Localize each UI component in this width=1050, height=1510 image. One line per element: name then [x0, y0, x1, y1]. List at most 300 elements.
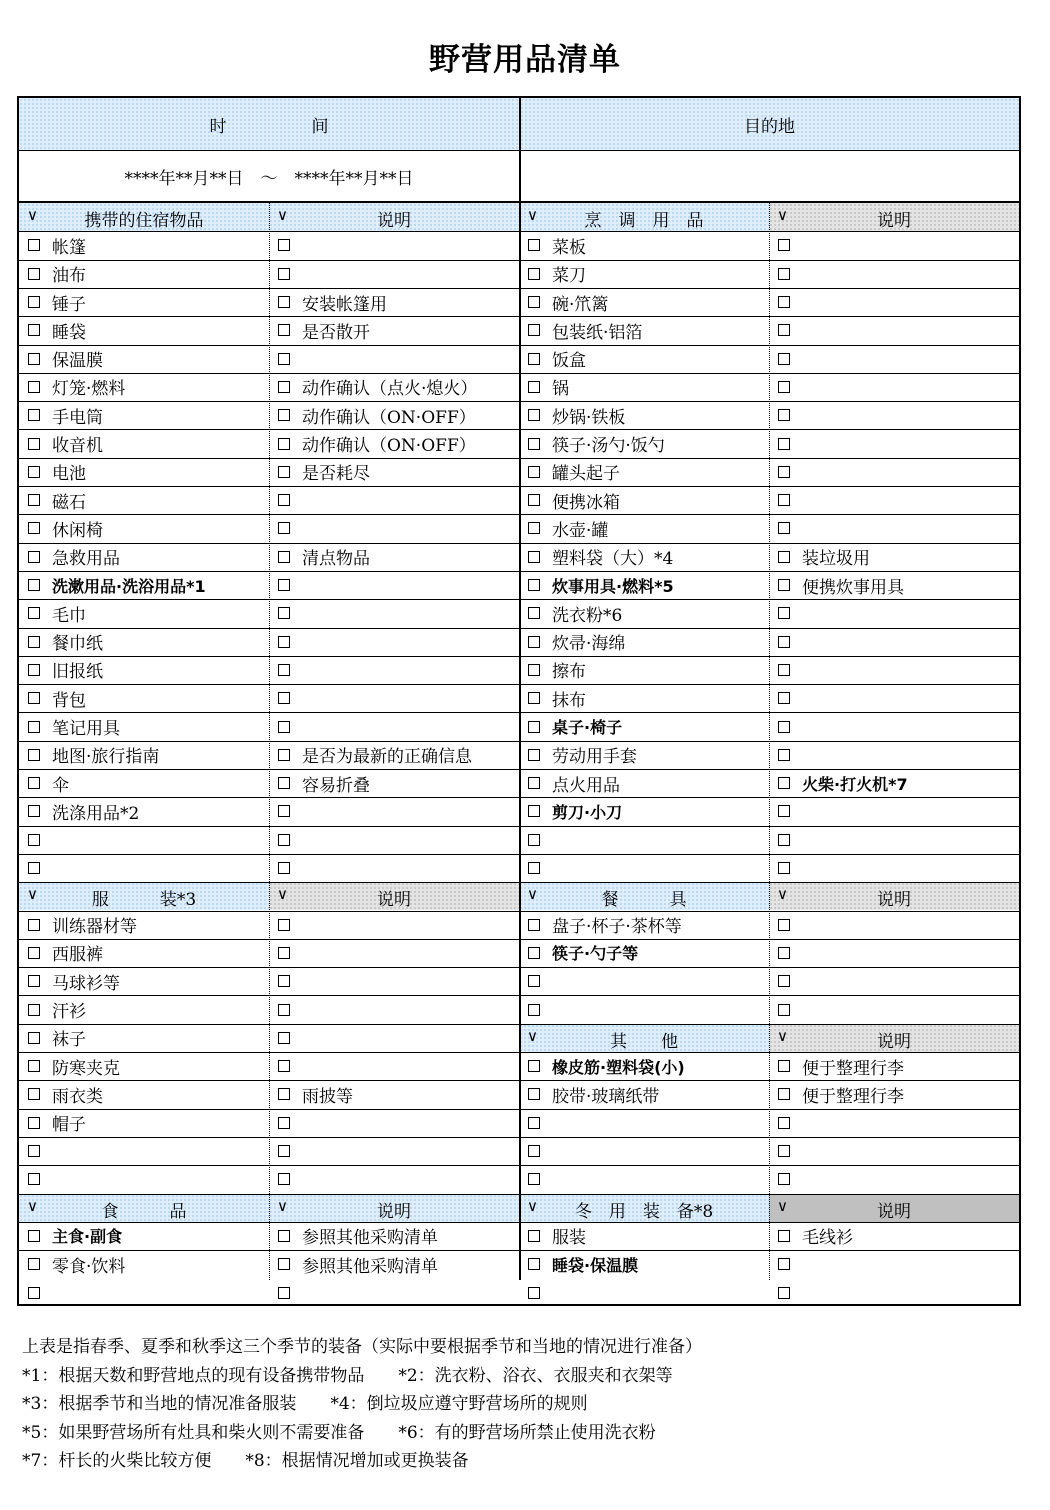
- checkbox[interactable]: [778, 947, 790, 959]
- item-note[interactable]: [269, 911, 519, 939]
- checklist-item[interactable]: [19, 684, 269, 712]
- checkbox[interactable]: [528, 296, 540, 308]
- checkbox[interactable]: [528, 1287, 540, 1299]
- checklist-item[interactable]: [19, 571, 269, 599]
- checkbox[interactable]: [278, 381, 290, 393]
- item-note[interactable]: [269, 967, 519, 995]
- checkbox[interactable]: [528, 1004, 540, 1016]
- checklist-item[interactable]: [19, 911, 269, 939]
- checklist-item[interactable]: [519, 1165, 769, 1193]
- checkbox[interactable]: [778, 579, 790, 591]
- checklist-item[interactable]: [519, 486, 769, 514]
- checkbox[interactable]: [28, 268, 40, 280]
- checkbox[interactable]: [28, 721, 40, 733]
- checkbox[interactable]: [28, 409, 40, 421]
- item-note[interactable]: [269, 231, 519, 259]
- checkbox[interactable]: [278, 1230, 290, 1242]
- checklist-item[interactable]: [19, 628, 269, 656]
- checklist-item[interactable]: [19, 373, 269, 401]
- checklist-item[interactable]: [19, 316, 269, 344]
- checklist-item[interactable]: [19, 712, 269, 740]
- checkbox[interactable]: [528, 607, 540, 619]
- checkbox[interactable]: [778, 1004, 790, 1016]
- checkbox[interactable]: [28, 664, 40, 676]
- item-note[interactable]: [269, 316, 519, 344]
- checkbox[interactable]: [278, 1004, 290, 1016]
- checkbox[interactable]: [778, 1230, 790, 1242]
- checkbox[interactable]: [28, 1004, 40, 1016]
- item-note[interactable]: [269, 543, 519, 571]
- checkbox[interactable]: [278, 749, 290, 761]
- item-note[interactable]: [769, 288, 1019, 316]
- checkbox[interactable]: [28, 1060, 40, 1072]
- item-note[interactable]: [769, 514, 1019, 542]
- checklist-item[interactable]: [19, 995, 269, 1023]
- note-text: 是否散开: [302, 322, 370, 343]
- item-note[interactable]: [269, 401, 519, 429]
- checklist-item[interactable]: [519, 514, 769, 542]
- item-note[interactable]: [269, 939, 519, 967]
- checkbox[interactable]: [778, 805, 790, 817]
- checklist-item[interactable]: [19, 543, 269, 571]
- item-note[interactable]: [269, 769, 519, 797]
- checkbox[interactable]: [778, 721, 790, 733]
- checkbox[interactable]: [278, 409, 290, 421]
- checkbox[interactable]: [28, 1258, 40, 1270]
- checkbox[interactable]: [28, 805, 40, 817]
- checkbox[interactable]: [528, 975, 540, 987]
- checklist-item[interactable]: [19, 939, 269, 967]
- item-note[interactable]: [269, 1052, 519, 1080]
- checkbox[interactable]: [528, 805, 540, 817]
- checklist-item[interactable]: [19, 797, 269, 825]
- item-note[interactable]: [269, 712, 519, 740]
- checkbox[interactable]: [528, 1088, 540, 1100]
- item-note[interactable]: [269, 288, 519, 316]
- checkbox[interactable]: [278, 268, 290, 280]
- item-note[interactable]: [769, 967, 1019, 995]
- checkbox[interactable]: [778, 1060, 790, 1072]
- item-note[interactable]: [769, 1222, 1019, 1250]
- checkbox[interactable]: [278, 777, 290, 789]
- checklist-item[interactable]: [519, 712, 769, 740]
- item-note[interactable]: [269, 1080, 519, 1108]
- checkbox[interactable]: [778, 834, 790, 846]
- item-note[interactable]: [769, 628, 1019, 656]
- item-note[interactable]: [769, 712, 1019, 740]
- checkbox[interactable]: [528, 239, 540, 251]
- checkbox[interactable]: [278, 466, 290, 478]
- checklist-item[interactable]: [519, 316, 769, 344]
- checkbox[interactable]: [778, 296, 790, 308]
- checklist-item[interactable]: [19, 486, 269, 514]
- checkbox[interactable]: [778, 975, 790, 987]
- checklist-item[interactable]: [519, 1278, 769, 1306]
- checklist-item[interactable]: [19, 967, 269, 995]
- item-note[interactable]: [769, 656, 1019, 684]
- checklist-item[interactable]: [519, 1137, 769, 1165]
- checklist-item[interactable]: [519, 769, 769, 797]
- checklist-item[interactable]: [19, 599, 269, 627]
- checkbox[interactable]: [28, 551, 40, 563]
- checklist-item[interactable]: [19, 1278, 269, 1306]
- note-text: 便于整理行李: [802, 1086, 904, 1107]
- checkbox[interactable]: [28, 919, 40, 931]
- item-label: 饭盒: [552, 351, 586, 372]
- checklist-item[interactable]: [519, 826, 769, 854]
- checkbox[interactable]: [278, 1258, 290, 1270]
- checkbox[interactable]: [528, 494, 540, 506]
- item-note[interactable]: [769, 1250, 1019, 1278]
- checkbox[interactable]: [528, 1230, 540, 1242]
- note-column-title: 说明: [377, 211, 411, 231]
- item-note[interactable]: [769, 741, 1019, 769]
- note-text: 装垃圾用: [802, 549, 870, 570]
- item-note[interactable]: [269, 995, 519, 1023]
- checkbox[interactable]: [28, 1145, 40, 1157]
- checkbox[interactable]: [28, 1032, 40, 1044]
- checklist-item[interactable]: [519, 1250, 769, 1278]
- checkbox[interactable]: [528, 636, 540, 648]
- checkbox[interactable]: [528, 1060, 540, 1072]
- checklist-item[interactable]: [19, 1080, 269, 1108]
- item-note[interactable]: [269, 1222, 519, 1250]
- item-note[interactable]: [269, 628, 519, 656]
- checkbox[interactable]: [28, 324, 40, 336]
- checkbox[interactable]: [278, 353, 290, 365]
- checkbox[interactable]: [28, 381, 40, 393]
- date-range[interactable]: ****年**月**日 ～ ****年**月**日: [124, 169, 414, 189]
- checkbox[interactable]: [28, 749, 40, 761]
- item-note[interactable]: [769, 429, 1019, 457]
- checklist-item[interactable]: [519, 995, 769, 1023]
- checkbox[interactable]: [28, 494, 40, 506]
- item-note[interactable]: [769, 571, 1019, 599]
- checklist-item[interactable]: [19, 854, 269, 882]
- checklist-item[interactable]: [519, 288, 769, 316]
- item-note[interactable]: [269, 429, 519, 457]
- checkbox[interactable]: [528, 522, 540, 534]
- checkbox[interactable]: [528, 919, 540, 931]
- checkbox[interactable]: [28, 239, 40, 251]
- item-note[interactable]: [269, 1250, 519, 1278]
- item-note[interactable]: [769, 939, 1019, 967]
- checkbox[interactable]: [778, 353, 790, 365]
- checkbox[interactable]: [528, 862, 540, 874]
- checkbox[interactable]: [778, 381, 790, 393]
- checklist-item[interactable]: [519, 401, 769, 429]
- item-note[interactable]: [769, 345, 1019, 373]
- checklist-item[interactable]: [19, 656, 269, 684]
- item-note[interactable]: [769, 373, 1019, 401]
- checkbox[interactable]: [28, 1230, 40, 1242]
- checklist-item[interactable]: [519, 543, 769, 571]
- item-note[interactable]: [269, 1109, 519, 1137]
- item-note[interactable]: [269, 260, 519, 288]
- checkbox[interactable]: [528, 1117, 540, 1129]
- check-column-mark: ∨: [277, 1196, 288, 1215]
- item-note[interactable]: [269, 854, 519, 882]
- checkbox[interactable]: [28, 579, 40, 591]
- checkbox[interactable]: [778, 862, 790, 874]
- item-note[interactable]: [269, 1024, 519, 1052]
- note-column-title: 说明: [877, 1201, 911, 1222]
- item-note[interactable]: [769, 1109, 1019, 1137]
- checklist-item[interactable]: [19, 1137, 269, 1165]
- item-note[interactable]: [769, 995, 1019, 1023]
- item-note[interactable]: [769, 797, 1019, 825]
- checkbox[interactable]: [778, 777, 790, 789]
- checklist-item[interactable]: [519, 599, 769, 627]
- footnote-line: *7：杆长的火柴比较方便 *8：根据情况增加或更换装备: [22, 1451, 469, 1472]
- checkbox[interactable]: [778, 1287, 790, 1299]
- checklist-item[interactable]: [19, 1222, 269, 1250]
- item-note[interactable]: [269, 656, 519, 684]
- checkbox[interactable]: [278, 239, 290, 251]
- checkbox[interactable]: [28, 1088, 40, 1100]
- checkbox[interactable]: [778, 239, 790, 251]
- checklist-item[interactable]: [519, 1109, 769, 1137]
- checkbox[interactable]: [528, 834, 540, 846]
- checkbox[interactable]: [278, 947, 290, 959]
- checklist-item[interactable]: [19, 1052, 269, 1080]
- checkbox[interactable]: [528, 579, 540, 591]
- checkbox[interactable]: [528, 749, 540, 761]
- checklist-item[interactable]: [519, 260, 769, 288]
- item-label: 伞: [52, 775, 69, 796]
- checkbox[interactable]: [778, 324, 790, 336]
- item-note[interactable]: [769, 543, 1019, 571]
- checklist-item[interactable]: [519, 656, 769, 684]
- checkbox[interactable]: [528, 1258, 540, 1270]
- checkbox[interactable]: [528, 466, 540, 478]
- checkbox[interactable]: [528, 268, 540, 280]
- checklist-item[interactable]: [19, 401, 269, 429]
- item-note[interactable]: [269, 486, 519, 514]
- checkbox[interactable]: [528, 324, 540, 336]
- checkbox[interactable]: [28, 438, 40, 450]
- checklist-item[interactable]: [519, 1052, 769, 1080]
- checklist-item[interactable]: [19, 1024, 269, 1052]
- checkbox[interactable]: [278, 692, 290, 704]
- item-note[interactable]: [269, 1278, 519, 1306]
- checklist-item[interactable]: [519, 1080, 769, 1108]
- checklist-item[interactable]: [519, 741, 769, 769]
- checkbox[interactable]: [278, 1287, 290, 1299]
- checklist-item[interactable]: [519, 231, 769, 259]
- item-note[interactable]: [269, 826, 519, 854]
- item-note[interactable]: [769, 458, 1019, 486]
- checkbox[interactable]: [278, 834, 290, 846]
- item-note[interactable]: [769, 401, 1019, 429]
- checklist-item[interactable]: [19, 769, 269, 797]
- item-note[interactable]: [769, 1278, 1019, 1306]
- checklist-item[interactable]: [519, 939, 769, 967]
- checkbox[interactable]: [778, 522, 790, 534]
- checkbox[interactable]: [28, 692, 40, 704]
- checklist-item[interactable]: [519, 797, 769, 825]
- check-column-mark: ∨: [527, 885, 538, 904]
- checkbox[interactable]: [528, 1173, 540, 1185]
- item-note[interactable]: [769, 1080, 1019, 1108]
- item-note[interactable]: [769, 1137, 1019, 1165]
- item-note[interactable]: [769, 1165, 1019, 1193]
- item-note[interactable]: [269, 599, 519, 627]
- item-note[interactable]: [269, 514, 519, 542]
- checklist-item[interactable]: [519, 967, 769, 995]
- checkbox[interactable]: [778, 438, 790, 450]
- checkbox[interactable]: [278, 636, 290, 648]
- checklist-item[interactable]: [519, 684, 769, 712]
- checklist-item[interactable]: [519, 628, 769, 656]
- item-note[interactable]: [269, 458, 519, 486]
- checklist-item[interactable]: [19, 260, 269, 288]
- checkbox[interactable]: [28, 607, 40, 619]
- item-note[interactable]: [269, 345, 519, 373]
- checklist-item[interactable]: [519, 458, 769, 486]
- checkbox[interactable]: [28, 296, 40, 308]
- checkbox[interactable]: [278, 721, 290, 733]
- item-label: 电池: [52, 464, 86, 485]
- checkbox[interactable]: [28, 353, 40, 365]
- checkbox[interactable]: [778, 466, 790, 478]
- checklist-item[interactable]: [19, 429, 269, 457]
- checklist-item[interactable]: [19, 345, 269, 373]
- checkbox[interactable]: [278, 1032, 290, 1044]
- checkbox[interactable]: [528, 777, 540, 789]
- item-note[interactable]: [769, 854, 1019, 882]
- item-note[interactable]: [269, 741, 519, 769]
- check-column-mark: ∨: [527, 206, 538, 224]
- checkbox[interactable]: [278, 1145, 290, 1157]
- checkbox[interactable]: [28, 1117, 40, 1129]
- item-note[interactable]: [769, 231, 1019, 259]
- checklist-item[interactable]: [19, 231, 269, 259]
- checkbox[interactable]: [278, 805, 290, 817]
- checkbox[interactable]: [278, 1117, 290, 1129]
- checklist-item[interactable]: [519, 571, 769, 599]
- checklist-item[interactable]: [519, 373, 769, 401]
- checkbox[interactable]: [278, 522, 290, 534]
- checklist-item[interactable]: [519, 429, 769, 457]
- checkbox[interactable]: [778, 551, 790, 563]
- checkbox[interactable]: [528, 438, 540, 450]
- checkbox[interactable]: [528, 721, 540, 733]
- checkbox[interactable]: [278, 1173, 290, 1185]
- checklist-item[interactable]: [19, 1109, 269, 1137]
- item-note[interactable]: [769, 769, 1019, 797]
- checklist-item[interactable]: [519, 1222, 769, 1250]
- checkbox[interactable]: [28, 947, 40, 959]
- checkbox[interactable]: [278, 494, 290, 506]
- item-note[interactable]: [769, 486, 1019, 514]
- checkbox[interactable]: [28, 834, 40, 846]
- checkbox[interactable]: [28, 975, 40, 987]
- checkbox[interactable]: [528, 692, 540, 704]
- checklist-item[interactable]: [519, 854, 769, 882]
- item-note[interactable]: [769, 911, 1019, 939]
- checkbox[interactable]: [28, 522, 40, 534]
- item-note[interactable]: [269, 1165, 519, 1193]
- checkbox[interactable]: [278, 1088, 290, 1100]
- checkbox[interactable]: [778, 494, 790, 506]
- checkbox[interactable]: [28, 1287, 40, 1299]
- checkbox[interactable]: [278, 551, 290, 563]
- checkbox[interactable]: [528, 1145, 540, 1157]
- checkbox[interactable]: [28, 466, 40, 478]
- checkbox[interactable]: [278, 607, 290, 619]
- checkbox[interactable]: [278, 919, 290, 931]
- checklist-item[interactable]: [19, 288, 269, 316]
- item-label: 炊帚·海绵: [552, 634, 626, 655]
- item-note[interactable]: [269, 373, 519, 401]
- checkbox[interactable]: [278, 438, 290, 450]
- item-note[interactable]: [769, 684, 1019, 712]
- checkbox[interactable]: [778, 268, 790, 280]
- checkbox[interactable]: [778, 1088, 790, 1100]
- checkbox[interactable]: [778, 1173, 790, 1185]
- checkbox[interactable]: [778, 1145, 790, 1157]
- checkbox[interactable]: [778, 636, 790, 648]
- checkbox[interactable]: [278, 296, 290, 308]
- checkbox[interactable]: [528, 664, 540, 676]
- checkbox[interactable]: [778, 919, 790, 931]
- item-note[interactable]: [769, 1052, 1019, 1080]
- checkbox[interactable]: [28, 862, 40, 874]
- item-note[interactable]: [269, 797, 519, 825]
- checkbox[interactable]: [778, 692, 790, 704]
- checklist-item[interactable]: [19, 1165, 269, 1193]
- checkbox[interactable]: [28, 777, 40, 789]
- checkbox[interactable]: [528, 381, 540, 393]
- checkbox[interactable]: [278, 862, 290, 874]
- item-note[interactable]: [269, 571, 519, 599]
- checkbox[interactable]: [528, 947, 540, 959]
- checkbox[interactable]: [778, 749, 790, 761]
- checklist-item[interactable]: [19, 458, 269, 486]
- checkbox[interactable]: [778, 607, 790, 619]
- checkbox[interactable]: [528, 409, 540, 421]
- checklist-item[interactable]: [19, 741, 269, 769]
- checkbox[interactable]: [778, 664, 790, 676]
- checkbox[interactable]: [278, 664, 290, 676]
- item-note[interactable]: [269, 684, 519, 712]
- item-note[interactable]: [269, 1137, 519, 1165]
- checkbox[interactable]: [278, 324, 290, 336]
- checklist-item[interactable]: [19, 514, 269, 542]
- checkbox[interactable]: [28, 636, 40, 648]
- checkbox[interactable]: [778, 409, 790, 421]
- checkbox[interactable]: [778, 1258, 790, 1270]
- item-note[interactable]: [769, 316, 1019, 344]
- note-text: 动作确认（点火·熄火）: [302, 379, 478, 400]
- item-note[interactable]: [769, 260, 1019, 288]
- checkbox[interactable]: [28, 1173, 40, 1185]
- item-note[interactable]: [769, 599, 1019, 627]
- checklist-item[interactable]: [19, 1250, 269, 1278]
- checkbox[interactable]: [278, 1060, 290, 1072]
- checklist-item[interactable]: [19, 826, 269, 854]
- checkbox[interactable]: [528, 551, 540, 563]
- item-label: 点火用品: [552, 775, 620, 796]
- item-note[interactable]: [769, 826, 1019, 854]
- checklist-item[interactable]: [519, 345, 769, 373]
- checkbox[interactable]: [278, 975, 290, 987]
- checklist-item[interactable]: [519, 911, 769, 939]
- checkbox[interactable]: [528, 353, 540, 365]
- checkbox[interactable]: [278, 579, 290, 591]
- checkbox[interactable]: [778, 1117, 790, 1129]
